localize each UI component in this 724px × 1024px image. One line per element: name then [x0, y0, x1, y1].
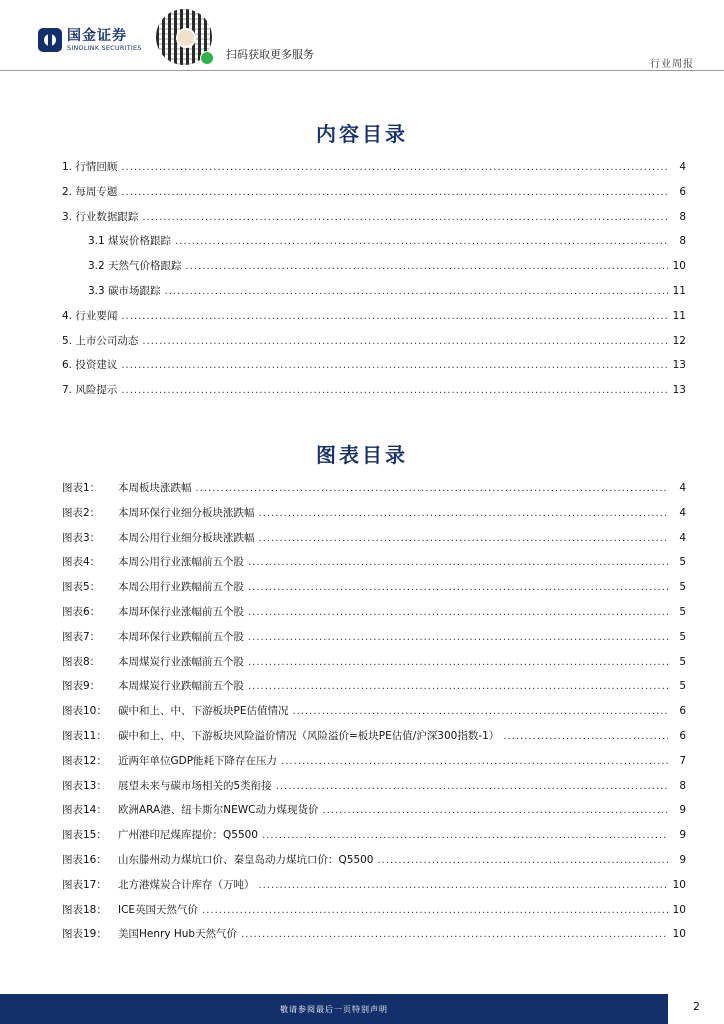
contents-entry[interactable]: [62, 184, 686, 209]
contents-entry-page: 8: [679, 210, 686, 223]
contents-entry-label: 5. 上市公司动态: [62, 334, 139, 347]
contents-entry[interactable]: [62, 333, 686, 358]
leader-dots: [121, 187, 668, 198]
figure-entry-page: 9: [679, 829, 686, 842]
figure-entry[interactable]: [62, 926, 686, 951]
leader-dots: [196, 483, 669, 494]
figure-entry-number: 图表4：: [62, 556, 101, 569]
figure-entry-number: 图表16：: [62, 853, 107, 866]
figure-entry-page: 4: [679, 482, 686, 494]
contents-title: 内容目录: [316, 122, 408, 146]
figure-entry-text: ICE英国天然气价: [118, 903, 199, 916]
scan-prompt: 扫码获取更多服务: [226, 48, 314, 61]
figure-entry[interactable]: [62, 902, 686, 927]
contents-entry-label: 3.2 天然气价格跟踪: [88, 260, 182, 273]
figure-entry[interactable]: [62, 678, 686, 703]
figure-entry-text: 欧洲ARA港、纽卡斯尔NEWC动力煤现货价: [118, 804, 319, 817]
figure-entry-page: 9: [679, 804, 686, 817]
leader-dots: [248, 582, 668, 593]
figure-entry-page: 5: [679, 581, 686, 594]
logo-mark-icon: [38, 28, 62, 52]
figure-entry[interactable]: [62, 852, 686, 877]
leader-dots: [292, 706, 668, 717]
figure-entry-label: [62, 926, 237, 941]
leader-dots: [241, 929, 668, 940]
figure-entry-text: 山东滕州动力煤坑口价、秦皇岛动力煤坑口价：Q5500: [118, 853, 374, 866]
leader-dots: [248, 632, 668, 643]
figure-entry-page: 5: [679, 556, 686, 569]
contents-list: [62, 159, 686, 407]
figure-entry-page: 5: [679, 655, 686, 668]
figure-entry[interactable]: [62, 554, 686, 579]
figure-entry-text: 本周煤炭行业涨幅前五个股: [118, 655, 244, 668]
document-type: 行业周报: [650, 59, 694, 70]
figure-entry[interactable]: [62, 827, 686, 852]
contents-entry[interactable]: [62, 258, 686, 283]
figure-entry-text: 碳中和上、中、下游板块PE估值情况: [118, 705, 289, 718]
figure-entry-label: [62, 654, 244, 669]
contents-entry-page: 11: [672, 284, 686, 297]
figure-entry[interactable]: [62, 579, 686, 604]
logo-text-cn: 国金证券: [67, 27, 127, 44]
figure-entry-number: 图表18：: [62, 903, 107, 916]
figure-entry-number: 图表10：: [62, 705, 107, 718]
contents-entry[interactable]: [62, 357, 686, 382]
figure-entry-text: 展望未来与碳市场相关的5类衔接: [118, 779, 272, 792]
figure-entry-text: 美国Henry Hub天然气价: [118, 928, 238, 941]
contents-entry-label: 3.3 碳市场跟踪: [88, 284, 161, 297]
contents-entry[interactable]: [62, 159, 686, 184]
leader-dots: [121, 311, 668, 322]
leader-dots: [276, 781, 668, 792]
figure-entry-label: [62, 530, 255, 545]
figure-entry-number: 图表13：: [62, 779, 107, 792]
leader-dots: [281, 756, 668, 767]
logo-text-en: SINOLINK SECURITIES: [67, 43, 142, 52]
contents-entry[interactable]: [62, 382, 686, 407]
figure-entry-text: 广州港印尼煤库提价：Q5500: [118, 829, 258, 842]
leader-dots: [378, 855, 669, 866]
leader-dots: [165, 286, 668, 297]
figure-entry-number: 图表11：: [62, 729, 107, 742]
figure-entry-label: [62, 554, 244, 569]
contents-entry-label: 1. 行情回顾: [62, 161, 118, 173]
figure-entry-number: 图表17：: [62, 878, 107, 891]
figure-entry-page: 5: [679, 630, 686, 643]
figure-entry-label: [62, 778, 272, 793]
figure-entry-label: [62, 703, 288, 718]
figure-entry[interactable]: [62, 604, 686, 629]
figure-entry[interactable]: [62, 654, 686, 679]
leader-dots: [248, 607, 668, 618]
figure-entry-text: 本周公用行业涨幅前五个股: [118, 556, 244, 569]
sinolink-logo: [38, 28, 142, 52]
leader-dots: [186, 261, 668, 272]
figure-entry-number: 图表19：: [62, 928, 107, 941]
figure-entry-number: 图表1：: [62, 482, 101, 494]
leader-dots: [121, 360, 668, 371]
figure-entry-number: 图表14：: [62, 804, 107, 817]
leader-dots: [248, 681, 668, 692]
leader-dots: [202, 905, 668, 916]
footer-bar: [0, 994, 668, 1024]
contents-entry-page: 4: [679, 161, 686, 173]
figure-entry-label: [62, 802, 318, 817]
figure-entry-label: [62, 852, 374, 867]
contents-entry-label: 6. 投资建议: [62, 359, 118, 372]
figure-entry[interactable]: [62, 778, 686, 803]
figures-list: [62, 480, 686, 951]
figure-entry[interactable]: [62, 753, 686, 778]
contents-entry-label: 7. 风险提示: [62, 384, 118, 397]
leader-dots: [262, 830, 668, 841]
page-header: [0, 0, 724, 70]
contents-entry-label: 2. 每周专题: [62, 185, 118, 198]
figure-entry-page: 5: [679, 605, 686, 618]
contents-entry-label: 3. 行业数据跟踪: [62, 210, 139, 223]
figure-entry-text: 本周板块涨跌幅: [118, 482, 192, 494]
leader-dots: [142, 212, 668, 223]
figure-entry[interactable]: [62, 802, 686, 827]
figure-entry-label: [62, 579, 244, 594]
figure-entry-label: [62, 678, 244, 693]
contents-entry-page: 13: [672, 359, 686, 372]
figure-entry[interactable]: [62, 629, 686, 654]
leader-dots: [121, 162, 668, 173]
contents-entry-page: 10: [672, 260, 686, 273]
contents-entry-page: 6: [679, 185, 686, 198]
figure-entry-text: 本周环保行业涨幅前五个股: [118, 605, 244, 618]
contents-entry-page: 13: [672, 384, 686, 397]
figure-entry-label: [62, 604, 244, 619]
figure-entry-page: 4: [679, 531, 686, 544]
figure-entry-label: [62, 505, 255, 520]
figure-entry-page: 6: [679, 705, 686, 718]
leader-dots: [259, 880, 669, 891]
figure-entry-page: 7: [679, 754, 686, 767]
leader-dots: [248, 557, 668, 568]
figure-entry-page: 4: [679, 506, 686, 519]
figure-entry-text: 近两年单位GDP能耗下降存在压力: [118, 754, 278, 767]
contents-entry[interactable]: [62, 209, 686, 234]
figure-entry-page: 10: [672, 903, 686, 916]
figure-entry-page: 5: [679, 680, 686, 693]
figure-entry-number: 图表3：: [62, 531, 101, 544]
header-divider: [0, 70, 724, 71]
figure-entry-text: 本周环保行业跌幅前五个股: [118, 630, 244, 643]
figure-entry-page: 6: [679, 729, 686, 742]
figure-entry-label: [62, 753, 277, 768]
figure-entry-number: 图表12：: [62, 754, 107, 767]
figure-entry-number: 图表5：: [62, 581, 101, 594]
figures-title: 图表目录: [316, 443, 408, 467]
contents-entry-page: 12: [672, 334, 686, 347]
figure-entry[interactable]: [62, 703, 686, 728]
figure-entry-number: 图表7：: [62, 630, 101, 643]
figure-entry[interactable]: [62, 505, 686, 530]
figure-entry-text: 本周公用行业跌幅前五个股: [118, 581, 244, 594]
figure-entry-label: [62, 827, 258, 842]
figure-entry-label: [62, 902, 198, 917]
contents-entry[interactable]: [62, 283, 686, 308]
figure-entry-page: 9: [679, 853, 686, 866]
contents-entry[interactable]: [62, 233, 686, 258]
figure-entry-label: [62, 877, 255, 892]
leader-dots: [322, 805, 668, 816]
figure-entry[interactable]: [62, 530, 686, 555]
figure-entry-page: 8: [679, 779, 686, 792]
leader-dots: [121, 385, 668, 396]
figure-entry-number: 图表2：: [62, 506, 101, 519]
figure-entry-text: 本周环保行业细分板块涨跌幅: [118, 506, 255, 519]
figure-entry[interactable]: [62, 480, 686, 505]
qr-center-logo-icon: [176, 28, 196, 48]
contents-entry-label: 3.1 煤炭价格跟踪: [88, 235, 172, 248]
figure-entry-text: 碳中和上、中、下游板块风险溢价情况（风险溢价=板块PE估值/沪深300指数-1）: [118, 729, 500, 742]
figure-entry-number: 图表6：: [62, 605, 101, 618]
figure-entry[interactable]: [62, 877, 686, 902]
qr-code-icon[interactable]: [156, 9, 212, 65]
figure-entry-page: 10: [672, 878, 686, 891]
logo-text: [67, 29, 142, 52]
figure-entry-page: 10: [672, 928, 686, 941]
leader-dots: [142, 336, 668, 347]
wechat-badge-icon: [200, 51, 214, 65]
figure-entry-text: 本周煤炭行业跌幅前五个股: [118, 680, 244, 693]
leader-dots: [259, 508, 669, 519]
figure-entry-number: 图表15：: [62, 829, 107, 842]
contents-entry[interactable]: [62, 308, 686, 333]
leader-dots: [503, 731, 668, 742]
figure-entry[interactable]: [62, 728, 686, 753]
leader-dots: [259, 533, 669, 544]
figure-entry-number: 图表9：: [62, 680, 101, 693]
figure-entry-label: [62, 480, 192, 495]
figure-entry-label: [62, 728, 499, 743]
footer-disclaimer: 敬请参阅最后一页特别声明: [280, 1004, 388, 1014]
figure-entry-text: 北方港煤炭合计库存（万吨）: [118, 878, 255, 891]
contents-entry-page: 11: [672, 309, 686, 322]
contents-entry-page: 8: [679, 235, 686, 248]
leader-dots: [248, 657, 668, 668]
leader-dots: [175, 236, 668, 247]
figure-entry-number: 图表8：: [62, 655, 101, 668]
contents-entry-label: 4. 行业要闻: [62, 309, 118, 322]
figure-entry-text: 本周公用行业细分板块涨跌幅: [118, 531, 255, 544]
figure-entry-label: [62, 629, 244, 644]
page-number: 2: [693, 1000, 700, 1013]
